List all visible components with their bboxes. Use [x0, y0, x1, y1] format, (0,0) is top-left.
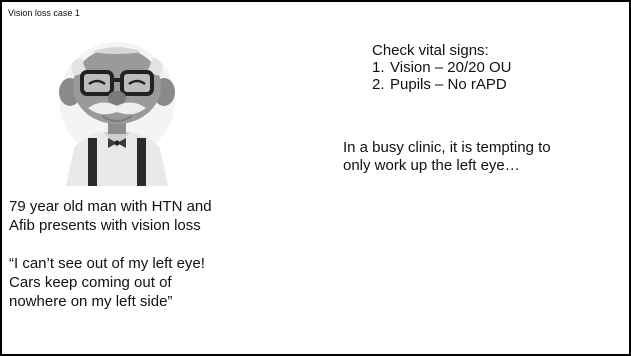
quote-line: Cars keep coming out of [9, 274, 172, 291]
patient-quote [9, 254, 309, 311]
vital-signs-list [372, 59, 612, 93]
clinic-note-line: only work up the left eye… [343, 157, 520, 174]
vital-signs-block [372, 42, 612, 93]
vital-sign-text: Pupils – No rAPD [390, 76, 507, 93]
case-label: Vision loss case 1 [8, 8, 80, 18]
patient-description-line: 79 year old man with HTN and [9, 198, 212, 215]
vital-sign-text: Vision – 20/20 OU [390, 59, 512, 76]
vital-sign-item [372, 76, 612, 93]
vital-signs-title: Check vital signs: [372, 42, 489, 59]
elderly-man-svg [44, 40, 190, 186]
vital-sign-number: 2. [372, 76, 385, 93]
vital-sign-item [372, 59, 612, 76]
elderly-man-illustration-icon [44, 40, 190, 186]
vital-sign-number: 1. [372, 59, 385, 76]
clinic-note-line: In a busy clinic, it is tempting to [343, 139, 551, 156]
patient-info [9, 197, 309, 311]
patient-description-line: Afib presents with vision loss [9, 217, 201, 234]
quote-line: “I can’t see out of my left eye! [9, 255, 205, 272]
clinic-note [343, 139, 623, 175]
quote-line: nowhere on my left side” [9, 293, 173, 310]
